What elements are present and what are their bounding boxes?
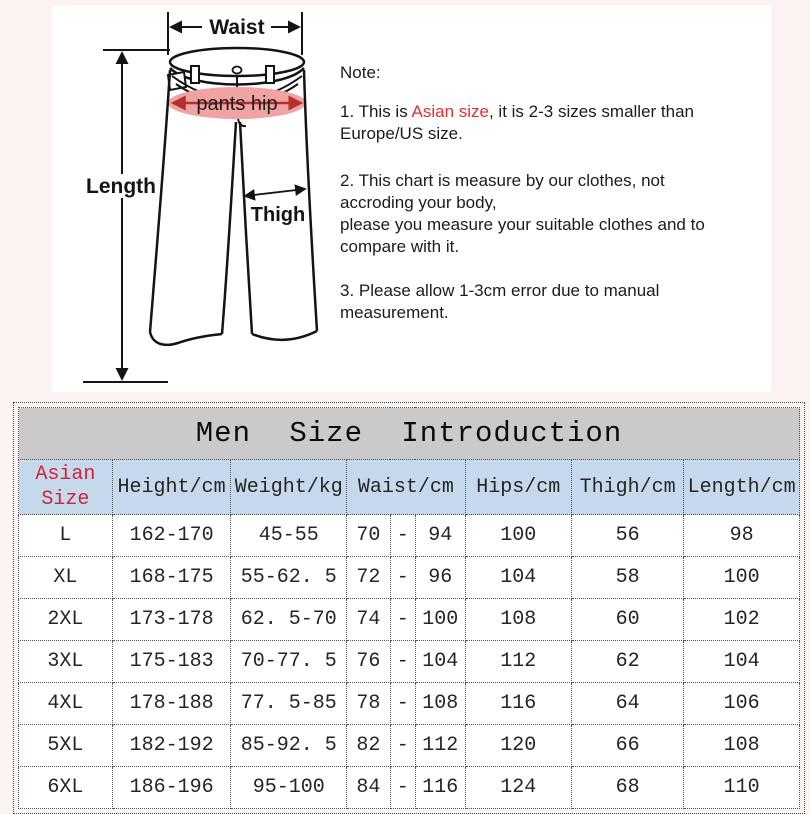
thigh-cell: 60 [571, 599, 683, 641]
length-label: Length [86, 175, 156, 198]
note-item-1 [340, 101, 776, 145]
weight-cell: 85-92. 5 [231, 725, 347, 767]
right-leg-inner [240, 122, 252, 334]
length-cell: 98 [684, 515, 800, 557]
column-header-weight: Weight/kg [231, 460, 347, 515]
note-item-2-line-3: please you measure your suitable clothes and to [340, 215, 705, 234]
pants-measurement-diagram [50, 0, 390, 400]
thigh-cell: 58 [571, 557, 683, 599]
table-title-row [19, 408, 800, 460]
waist-min-cell: 72 [347, 557, 391, 599]
waist-separator-cell: - [390, 683, 415, 725]
asian-size-highlight: Asian size [411, 102, 489, 121]
length-cell: 108 [684, 725, 800, 767]
weight-cell: 77. 5-85 [231, 683, 347, 725]
right-leg-hem [252, 331, 317, 340]
height-cell: 168-175 [112, 557, 231, 599]
waist-min-cell: 84 [347, 767, 391, 809]
thigh-cell: 64 [571, 683, 683, 725]
size-row [19, 599, 800, 641]
waist-max-cell: 104 [415, 641, 465, 683]
column-header-length: Length/cm [684, 460, 800, 515]
note-item-3-line-1: 3. Please allow 1-3cm error due to manual [340, 281, 660, 300]
length-cell: 100 [684, 557, 800, 599]
waist-min-cell: 78 [347, 683, 391, 725]
note-item-2-line-2: accroding your body, [340, 193, 497, 212]
size-row [19, 641, 800, 683]
column-header-hips: Hips/cm [465, 460, 571, 515]
notes-block [340, 62, 776, 324]
asian-size-cell: 3XL [19, 641, 113, 683]
thigh-label: Thigh [250, 204, 306, 226]
note-item-1-line-2: Europe/US size. [340, 124, 463, 143]
waist-label: Waist [209, 16, 265, 39]
asian-size-cell: 5XL [19, 725, 113, 767]
note-1-prefix: 1. This is [340, 102, 412, 121]
size-table-container [13, 402, 805, 814]
size-row [19, 767, 800, 809]
waist-separator-cell: - [390, 725, 415, 767]
length-cell: 102 [684, 599, 800, 641]
note-item-3-line-2: measurement. [340, 303, 449, 322]
hips-cell: 112 [465, 641, 571, 683]
belt-loop-left [191, 66, 199, 83]
left-leg-outer [150, 70, 170, 332]
hip-label: pants hip [196, 93, 278, 115]
notes-heading: Note: [340, 63, 381, 82]
asian-size-cell: XL [19, 557, 113, 599]
hips-cell: 100 [465, 515, 571, 557]
hips-cell: 104 [465, 557, 571, 599]
waist-min-cell: 70 [347, 515, 391, 557]
waist-min-cell: 74 [347, 599, 391, 641]
hips-cell: 120 [465, 725, 571, 767]
left-leg-hem [150, 332, 222, 345]
height-cell: 182-192 [112, 725, 231, 767]
waist-min-cell: 76 [347, 641, 391, 683]
note-1-suffix: , it is 2-3 sizes smaller than [488, 102, 694, 121]
height-cell: 186-196 [112, 767, 231, 809]
waist-min-cell: 82 [347, 725, 391, 767]
waist-max-cell: 100 [415, 599, 465, 641]
note-item-3 [340, 280, 776, 324]
thigh-arrow [245, 189, 305, 196]
waist-button [233, 67, 242, 74]
height-cell: 162-170 [112, 515, 231, 557]
size-row [19, 725, 800, 767]
size-table [18, 407, 800, 809]
right-leg-outer [304, 70, 317, 331]
weight-cell: 55-62. 5 [231, 557, 347, 599]
thigh-cell: 56 [571, 515, 683, 557]
length-cell: 106 [684, 683, 800, 725]
thigh-cell: 68 [571, 767, 683, 809]
note-item-2-line-1: 2. This chart is measure by our clothes, not [340, 171, 665, 190]
column-header-thigh: Thigh/cm [571, 460, 683, 515]
column-header-waist: Waist/cm [347, 460, 466, 515]
left-leg-inner [222, 122, 236, 334]
asian-size-cell: 2XL [19, 599, 113, 641]
table-title: Men Size Introduction [19, 408, 800, 460]
waist-separator-cell: - [390, 515, 415, 557]
hips-cell: 124 [465, 767, 571, 809]
waist-max-cell: 108 [415, 683, 465, 725]
waist-separator-cell: - [390, 599, 415, 641]
height-cell: 178-188 [112, 683, 231, 725]
size-row [19, 515, 800, 557]
waist-max-cell: 96 [415, 557, 465, 599]
size-table-body [19, 515, 800, 809]
asian-size-cell: L [19, 515, 113, 557]
waist-max-cell: 94 [415, 515, 465, 557]
belt-loop-right [266, 66, 274, 83]
weight-cell: 70-77. 5 [231, 641, 347, 683]
weight-cell: 45-55 [231, 515, 347, 557]
length-cell: 104 [684, 641, 800, 683]
hips-cell: 108 [465, 599, 571, 641]
weight-cell: 95-100 [231, 767, 347, 809]
waist-max-cell: 116 [415, 767, 465, 809]
length-cell: 110 [684, 767, 800, 809]
table-header-row [19, 460, 800, 515]
weight-cell: 62. 5-70 [231, 599, 347, 641]
height-cell: 173-178 [112, 599, 231, 641]
asian-size-cell: 6XL [19, 767, 113, 809]
height-cell: 175-183 [112, 641, 231, 683]
column-header-asian-size: Asian Size [19, 460, 113, 515]
thigh-cell: 66 [571, 725, 683, 767]
waist-separator-cell: - [390, 767, 415, 809]
waist-separator-cell: - [390, 641, 415, 683]
column-header-height: Height/cm [112, 460, 231, 515]
note-item-1-line-1 [340, 101, 776, 123]
size-row [19, 683, 800, 725]
thigh-cell: 62 [571, 641, 683, 683]
asian-size-cell: 4XL [19, 683, 113, 725]
size-row [19, 557, 800, 599]
waist-separator-cell: - [390, 557, 415, 599]
note-item-2 [340, 170, 776, 258]
waist-max-cell: 112 [415, 725, 465, 767]
hips-cell: 116 [465, 683, 571, 725]
note-item-2-line-4: compare with it. [340, 237, 460, 256]
